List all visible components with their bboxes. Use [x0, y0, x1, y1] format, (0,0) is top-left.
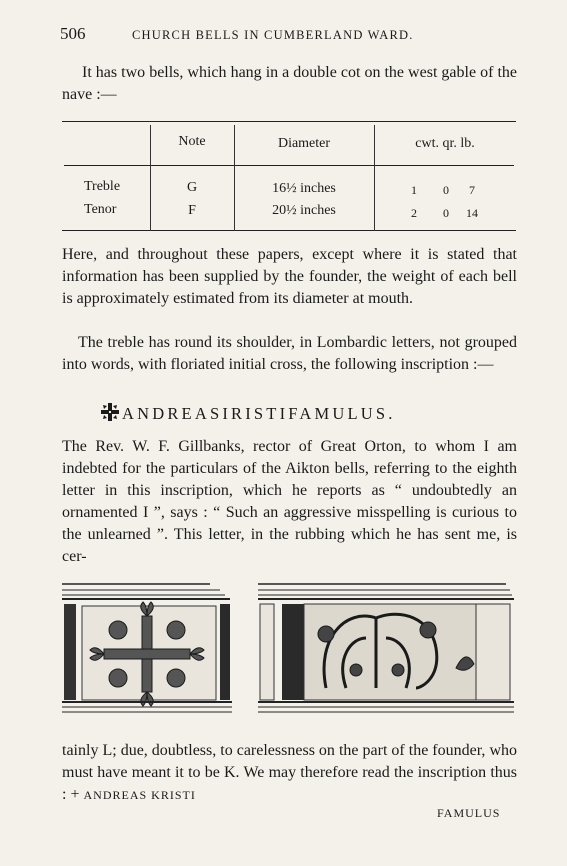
tenor-lb: 14	[466, 206, 478, 220]
letter-ornament-figure	[256, 578, 516, 718]
reading-cross-icon: +	[70, 786, 80, 803]
tenor-qr: 0	[443, 206, 449, 220]
col-header-note: Note	[178, 134, 206, 149]
treble-cwt: 1	[411, 183, 417, 197]
tenor-note: F	[188, 203, 196, 218]
treble-diameter: 16½ inches	[272, 181, 336, 196]
conclusion-paragraph	[62, 740, 517, 806]
reading-text-continuation: FAMULUS	[437, 806, 501, 820]
table-top-rule	[62, 121, 516, 122]
bell-inscription	[100, 402, 396, 427]
col-header-diameter: Diameter	[277, 136, 331, 151]
treble-paragraph: The treble has round its shoulder, in Lombardic letters, not grouped into words, with floriated initial cross, the following inscription :—	[62, 334, 517, 373]
tenor-diameter: 20½ inches	[272, 203, 336, 218]
gillbanks-paragraph: The Rev. W. F. Gillbanks, rector of Great Orton, to whom I am indebted for the particulars of the Aikton bells, referring to the eighth letter in this inscription, which he reports as “ undoubtedly an ornamented I ”, says : “ Such an aggressive misspelling is curious to the unlearned ”. This letter, in the rubbing which he has sent me, is cer-	[62, 438, 517, 565]
intro-paragraph: It has two bells, which hang in a double cot on the west gable of the nave :—	[62, 64, 517, 103]
treble-lb: 7	[469, 183, 475, 197]
floriated-cross-icon	[100, 402, 120, 427]
page-header	[60, 24, 520, 48]
table-bottom-rule	[62, 230, 516, 231]
col-header-weight: cwt. qr. lb.	[415, 136, 475, 151]
inscription-text: ANDREASIRISTIFAMULUS.	[122, 404, 396, 423]
conclusion-text: tainly L; due, doubtless, to carelessness on the part of the founder, who must have meant it to be K. We may therefore read the inscription thus :	[62, 742, 517, 803]
row-label-treble: Treble	[84, 179, 121, 194]
weights-paragraph: Here, and throughout these papers, except where it is stated that information has been supplied by the founder, the weight of each bell is approximately estimated from its diameter at mouth.	[62, 246, 517, 307]
bell-table	[62, 121, 516, 231]
reading-text: ANDREAS KRISTI	[83, 788, 196, 802]
page-number: 506	[60, 24, 86, 43]
running-title: CHURCH BELLS IN CUMBERLAND WARD.	[132, 28, 414, 42]
row-label-tenor: Tenor	[84, 202, 117, 217]
cross-ornament-figure	[60, 578, 240, 718]
tenor-cwt: 2	[411, 206, 417, 220]
treble-qr: 0	[443, 183, 449, 197]
table-header-rule	[64, 165, 514, 166]
treble-note: G	[186, 180, 198, 195]
